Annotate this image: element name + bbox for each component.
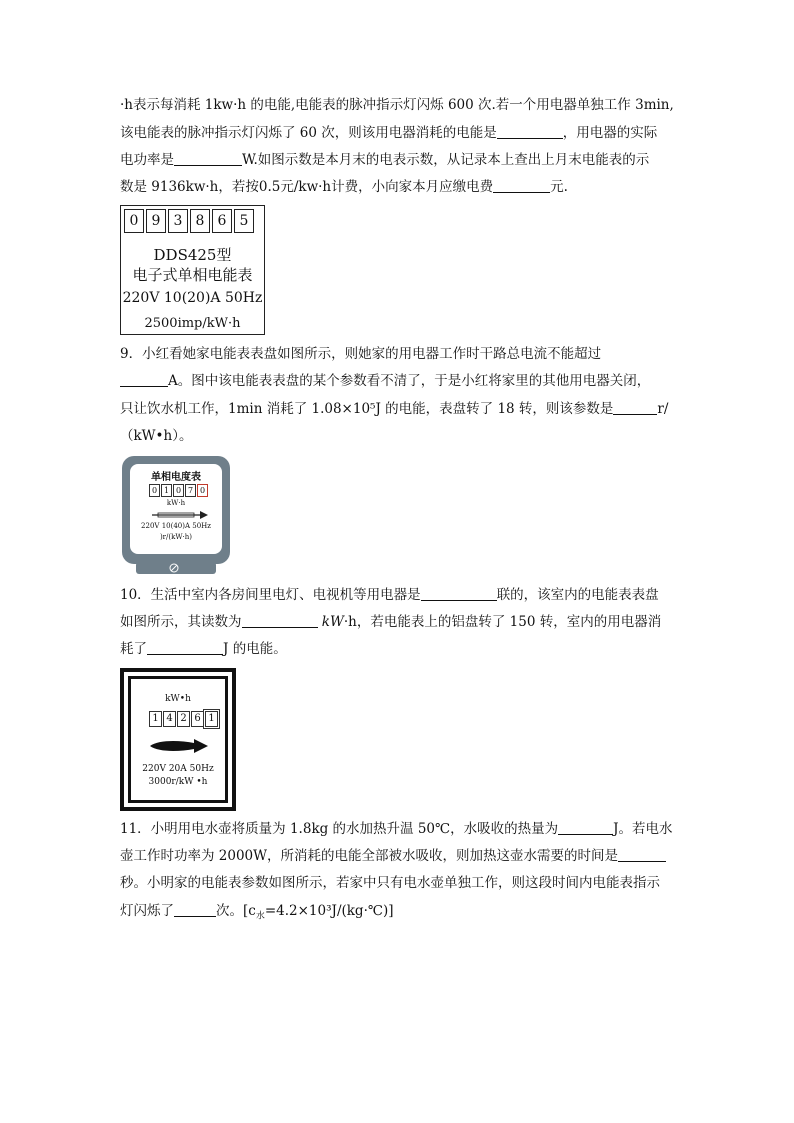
meter-1-rate: 2500imp/kW·h — [144, 316, 241, 331]
q8-text: W.如图示数是本月末的电表示数，从记录本上查出上月末电能表的示 — [242, 152, 650, 168]
q10-text: 10．生活中室内各房间里电灯、电视机等用电器是 — [120, 587, 421, 603]
q10-line-2 — [120, 613, 661, 631]
answer-blank[interactable] — [618, 847, 666, 862]
q11-text: =4.2×10³J/(kg·℃)] — [264, 903, 394, 919]
q9-line-3 — [120, 400, 668, 418]
q8-text: 元. — [550, 179, 568, 195]
answer-blank[interactable] — [120, 372, 168, 387]
meter-digit: 7 — [185, 484, 196, 497]
electric-meter-1 — [120, 205, 265, 335]
answer-blank[interactable] — [558, 820, 613, 835]
meter-1-name: 电子式单相电能表 — [132, 266, 253, 284]
q11-line-4 — [120, 902, 394, 926]
turntable-arrow-icon — [148, 738, 210, 754]
meter-digit: 3 — [168, 209, 188, 233]
meter-3-rate: 3000r/kW •h — [148, 777, 208, 787]
meter-3-spec: 220V 20A 50Hz — [142, 764, 214, 774]
q11-text: 11．小明用电水壶将质量为 1.8kg 的水加热升温 50℃，水吸收的热量为 — [120, 821, 559, 837]
q8-text: 该电能表的脉冲指示灯闪烁了 60 次，则该用电器消耗的电能是 — [120, 125, 497, 141]
q11-text: J。若电水 — [613, 821, 673, 837]
meter-digit: 1 — [149, 711, 162, 727]
meter-1-spec: 220V 10(20)A 50Hz — [122, 290, 263, 306]
answer-blank[interactable] — [497, 124, 563, 139]
q8-text: 数是 9136kw·h，若按0.5元/kw·h计费，小向家本月应缴电费 — [120, 179, 494, 195]
meter-digit: 9 — [146, 209, 166, 233]
q8-text: ，用电器的实际 — [562, 125, 658, 141]
q9-line-2 — [120, 372, 650, 390]
q11-line-3: 秒。小明家的电能表参数如图所示，若家中只有电水壶单独工作，则这段时间内电能表指示 — [120, 875, 660, 891]
q10-text: ·h，若电能表上的铝盘转了 150 转，室内的用电器消 — [343, 614, 662, 630]
q11-text: 次。[c — [216, 903, 256, 919]
answer-blank[interactable] — [174, 151, 242, 166]
answer-blank[interactable] — [242, 613, 318, 628]
q10-text: J 的电能。 — [223, 641, 287, 657]
answer-blank[interactable] — [493, 178, 550, 193]
q8-line-2 — [120, 124, 657, 142]
q11-line-2 — [120, 847, 666, 865]
answer-blank[interactable] — [421, 586, 497, 601]
meter-2-spec: 220V 10(40)A 50Hz — [141, 522, 211, 530]
meter-3-unit: kW•h — [165, 694, 191, 704]
meter-digit: 6 — [191, 711, 204, 727]
q10-text: 如图所示，其读数为 — [120, 614, 242, 630]
meter-2-face — [130, 464, 222, 554]
q11-text: 壶工作时功率为 2000W，所消耗的电能全部被水吸收，则加热这壶水需要的时间是 — [120, 848, 619, 864]
meter-2-unit: kW·h — [166, 499, 186, 507]
reset-knob-icon — [169, 563, 179, 573]
q8-line-3 — [120, 151, 649, 169]
meter-digit: 8 — [190, 209, 210, 233]
meter-2-title: 单相电度表 — [151, 472, 201, 483]
meter-1-model: DDS425型 — [153, 246, 232, 264]
meter-digit: 0 — [149, 484, 160, 497]
meter-2-digits — [149, 484, 208, 497]
meter-digit: 6 — [212, 209, 232, 233]
meter-digit: 5 — [234, 209, 254, 233]
q10-text: 耗了 — [120, 641, 147, 657]
q9-line-4: （kW•h）。 — [120, 428, 193, 444]
meter-3-digits — [149, 711, 218, 727]
q8-line-1: ·h表示每消耗 1kw·h 的电能,电能表的脉冲指示灯闪烁 600 次.若一个用电器单独工作 3min, — [120, 97, 674, 113]
q9-text: r/ — [657, 401, 669, 417]
meter-digit-decimal: 0 — [197, 484, 208, 497]
q11-subscript: 水 — [255, 911, 265, 922]
q10-line-1 — [120, 586, 659, 604]
q11-line-1 — [120, 820, 673, 838]
electric-meter-3 — [120, 668, 236, 811]
q9-text: 只让饮水机工作，1min 消耗了 1.08×10⁵J 的电能，表盘转了 18 转，则该参数是 — [120, 401, 614, 417]
q10-text: 联的，该室内的电能表表盘 — [496, 587, 659, 603]
q10-unit: kW — [321, 614, 344, 630]
meter-digit: 0 — [173, 484, 184, 497]
meter-digit: 0 — [124, 209, 144, 233]
answer-blank[interactable] — [613, 400, 657, 415]
meter-digit: 2 — [177, 711, 190, 727]
turntable-arrow-icon — [150, 510, 210, 520]
meter-digit-decimal: 1 — [205, 711, 218, 727]
answer-blank[interactable] — [147, 640, 223, 655]
q10-line-3 — [120, 640, 287, 658]
meter-digit: 1 — [161, 484, 172, 497]
q8-line-4 — [120, 178, 568, 196]
electric-meter-2 — [122, 456, 230, 576]
q9-text: A。图中该电能表表盘的某个参数看不清了，于是小红将家里的其他用电器关闭， — [168, 373, 651, 389]
q8-text: 电功率是 — [120, 152, 174, 168]
meter-2-rate: )r/(kW·h) — [159, 533, 193, 541]
meter-1-digits — [124, 209, 254, 233]
q11-text: 灯闪烁了 — [120, 903, 174, 919]
answer-blank[interactable] — [174, 902, 216, 917]
meter-digit: 4 — [163, 711, 176, 727]
q9-line-1: 9．小红看她家电能表表盘如图所示，则她家的用电器工作时干路总电流不能超过 — [120, 346, 602, 362]
